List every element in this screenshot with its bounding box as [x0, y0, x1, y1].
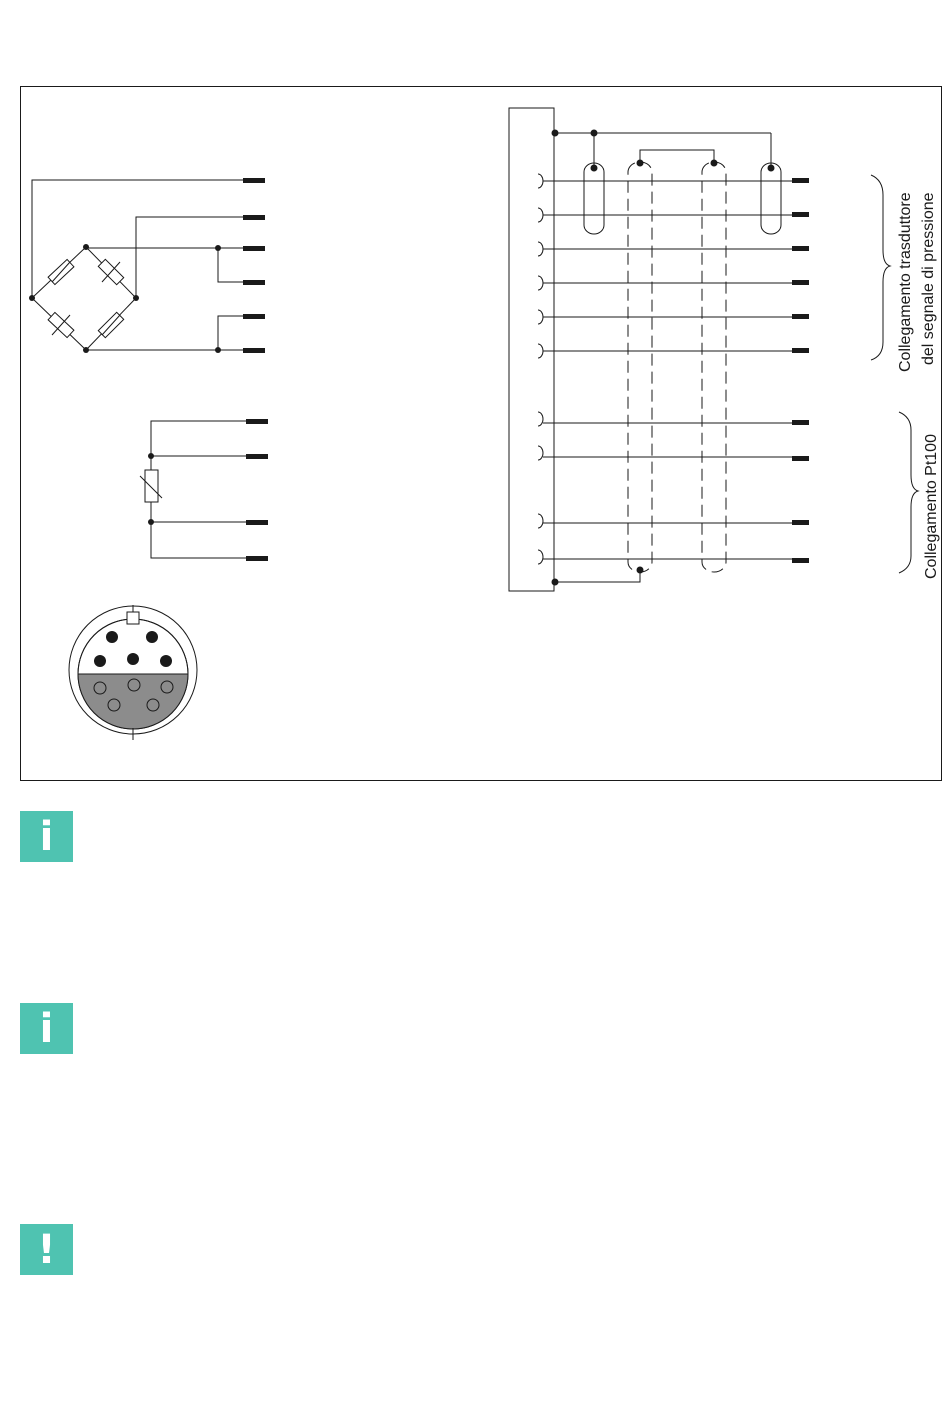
- cable-shields: [628, 162, 726, 572]
- warning-icon-symbol: !: [37, 1226, 56, 1273]
- bridge-circuit: [32, 180, 245, 350]
- info-icon: [20, 1003, 73, 1054]
- pressure-label-line1: Collegamento trasduttore: [897, 192, 914, 372]
- pt100-nodes: [148, 419, 268, 561]
- bridge-nodes: [29, 244, 221, 353]
- connector-pinout: [69, 605, 197, 740]
- info-icon-symbol: i: [39, 813, 54, 860]
- pressure-label-line2: del segnale di pressione: [920, 192, 937, 365]
- cable-nodes: [552, 130, 775, 586]
- pt100-circuit: [140, 421, 247, 558]
- cable-terminals: [792, 178, 809, 563]
- pressure-brace: [871, 175, 890, 360]
- info-icon: [20, 811, 73, 862]
- pt100-brace: [899, 412, 918, 573]
- bridge-terminals: [243, 178, 265, 353]
- info-icon-symbol: i: [39, 1005, 54, 1052]
- pt100-label: Collegamento Pt100: [923, 434, 940, 579]
- warning-icon: [20, 1224, 73, 1275]
